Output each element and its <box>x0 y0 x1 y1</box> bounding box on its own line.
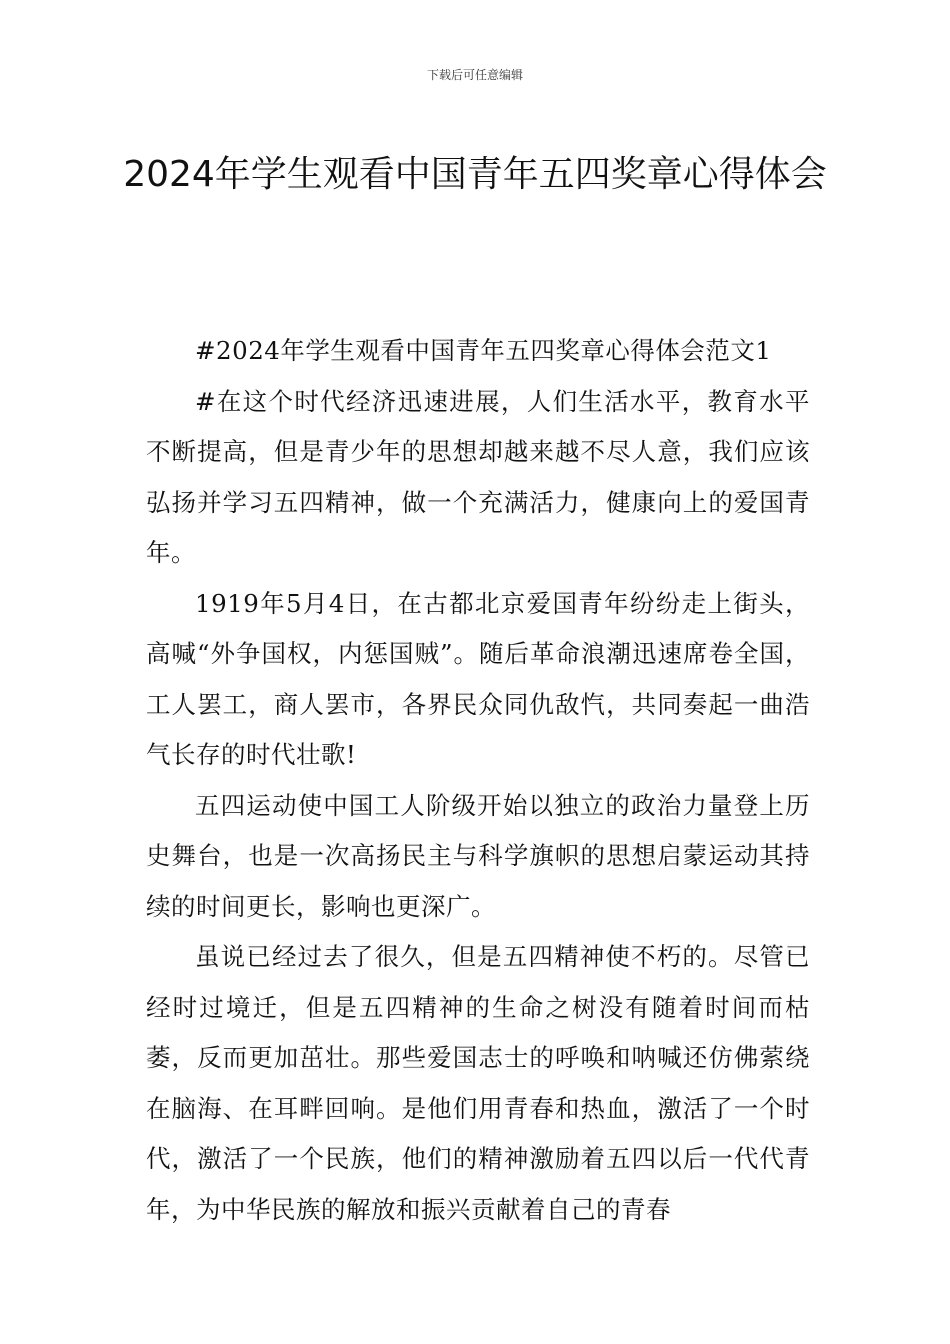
body-paragraph: #2024年学生观看中国青年五四奖章心得体会范文1 <box>195 336 772 365</box>
document-body <box>146 326 810 1235</box>
document-title: 2024年学生观看中国青年五四奖章心得体会 <box>123 154 827 196</box>
body-paragraph: 虽说已经过去了很久，但是五四精神使不朽的。尽管已经时过境迁，但是五四精神的生命之树没有随着时间而枯萎，反而更加茁壮。那些爱国志士的呼唤和呐喊还仿佛萦绕在脑海、在耳畔回响。是他们用青春和热血，激活了一个时代，激活了一个民族，他们的精神激励着五四以后一代代青年，为中华民族的解放和振兴贡献着自己的青春 <box>146 942 810 1224</box>
body-paragraph: 五四运动使中国工人阶级开始以独立的政治力量登上历史舞台，也是一次高扬民主与科学旗帜的思想启蒙运动其持续的时间更长，影响也更深广。 <box>146 790 810 921</box>
body-paragraph: 1919年5月4日，在古都北京爱国青年纷纷走上街头，高喊“外争国权，内惩国贼”。随后革命浪潮迅速席卷全国，工人罢工，商人罢市，各界民众同仇敌忾，共同奏起一曲浩气长存的时代壮歌! <box>146 588 810 769</box>
header-note: 下载后可任意编辑 <box>426 68 523 82</box>
body-paragraph: #在这个时代经济迅速进展，人们生活水平，教育水平不断提高，但是青少年的思想却越来越不尽人意，我们应该弘扬并学习五四精神，做一个充满活力，健康向上的爱国青年。 <box>146 386 810 567</box>
